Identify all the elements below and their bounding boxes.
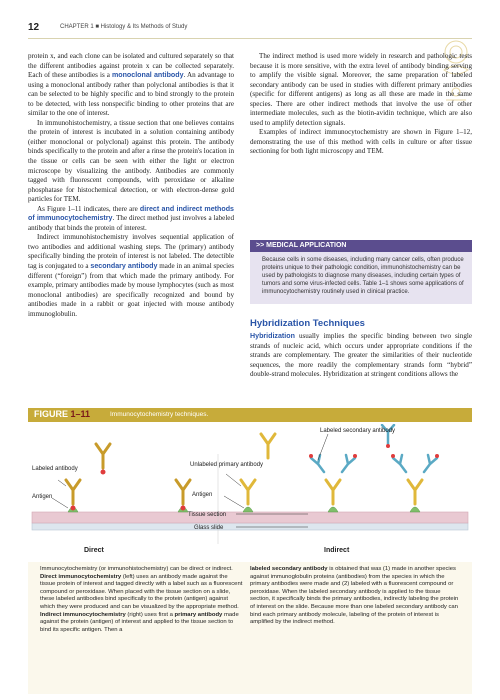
figure-title-bar — [28, 408, 472, 422]
keyword: direct and indirect methods of immunocytochemistry — [28, 204, 234, 223]
figure-number: 1–11 — [70, 409, 91, 419]
medical-application-text: Because cells in some diseases, including many cancer cells, often produce proteins unique to their pathologic condition, immunohistochemistry can be used by pathologists to diagnose many diseases, including certain types of tumors and some virus-infected cells. Table 1–1 shows some applications of immunocytochemistry routinely used in clinical practice. — [262, 257, 464, 296]
label-unlabeled-primary: Unlabeled primary antibody — [190, 462, 264, 468]
paragraph: protein x, and each clone can be isolated and cultured separately so that the different antibodies against protein x can be collected separately. Each of these antibodies is a monoclonal antibody. An advantage to using a monoclonal antibody rather than polyclonal antibodies is that it can be selected to be highly specific and to bind strongly to the protein to be detected, with less nonspecific binding to other proteins that are similar to the one of interest. — [28, 52, 234, 118]
figure-caption-left: Immunocytochemistry (or immunohistochemistry) can be direct or indirect. Direct immunocytochemistry (left) uses an antibody made against the tissue protein of interest and tagged directly with a label such as a fluorescent compound or peroxidase. When placed with the tissue section on a slide, these labeled antibodies bind specifically to the protein (antigen) against which they were produced and can be visualized by the appropriate method. Indirect immunocytochemistry (right) uses first a primary antibody made against the protein (antigen) of interest and applied to the tissue section to bind its specific antigen. Then a — [40, 566, 243, 633]
section-heading: Hybridization Techniques — [250, 318, 365, 329]
keyword: Hybridization — [250, 332, 295, 340]
figure-label: FIGURE 1–11 — [34, 409, 91, 419]
medical-application-title: >> MEDICAL APPLICATION — [250, 240, 472, 252]
paragraph: As Figure 1–11 indicates, there are direct and indirect methods of immunocytochemistry. The direct method just involves a labeled antibody that binds the protein of interest. — [28, 204, 234, 232]
paragraph: In immunohistochemistry, a tissue section that one believes contains the protein of interest is incubated in a solution containing antibody (either monoclonal or polyclonal) against this protein. The antibody binds specifically to the protein and after a rinse the protein's location in the tissue or cells can be seen with either the light or electron microscope by visualizing the antibody. Antibodies are commonly tagged with fluorescent compounds, with peroxidase or alkaline phosphatase for histochemical detection, or with electron-dense gold particles for TEM. — [28, 118, 234, 204]
right-column — [250, 52, 472, 157]
header-rule — [28, 38, 472, 39]
label-labeled-antibody: Labeled antibody — [32, 466, 78, 472]
running-header — [28, 23, 472, 35]
glass-slide — [32, 523, 468, 530]
label-antigen-left: Antigen — [32, 494, 53, 500]
medical-application-box — [250, 240, 472, 304]
label-indirect: Indirect — [324, 547, 350, 554]
hybridization-paragraph: Hybridization usually implies the specific binding between two single strands of nucleic acid, which occurs under appropriate conditions if the strands are complementary. The greater the similarities of their nucleotide sequences, the more readily the complementary strands form “hybrid” double-strand molecules. Hybridization at stringent conditions allows the — [250, 332, 472, 379]
paragraph: The indirect method is used more widely in research and pathologic tests because it is more sensitive, with the extra level of antibody binding serving to amplify the visible signal. Moreover, the same preparation of labeled secondary antibody can be used in studies with different primary antibodies (specific for different antigens) as long as all these are made in the same species. There are other indirect methods that involve the use of other intermediate molecules, such as the biotin-avidin technique, which are also used to amplify detection signals. — [250, 52, 472, 127]
label-direct: Direct — [84, 547, 104, 554]
label-labeled-secondary: Labeled secondary antibody — [320, 428, 396, 434]
label-glass-slide: Glass slide — [194, 525, 224, 531]
figure-title: Immunocytochemistry techniques. — [110, 411, 209, 418]
keyword: secondary antibody — [90, 262, 158, 271]
immunocytochemistry-diagram — [28, 424, 472, 560]
paragraph: Indirect immunohistochemistry involves sequential application of two antibodies and additional washing steps. The (primary) antibody specifically binding the protein of interest is not labeled. The detectible tag is conjugated to a secondary antibody made in an animal species different (“foreign”) from that which made the primary antibody. For example, primary antibodies made by mouse lymphocytes (such as most monoclonal antibodies) are specifically recognized and bound by antibodies made in a rabbit or goat injected with mouse antibody immunoglobulin. — [28, 233, 234, 318]
label-tissue-section: Tissue section — [188, 512, 227, 518]
figure-caption-right: labeled secondary antibody is obtained that was (1) made in another species against immunoglobulin proteins (antibodies) from the species in which the primary antibodies were made and (2) labeled with a fluorescent compound or peroxidase. When the labeled secondary antibody is applied to the tissue section, it specifically binds the primary antibodies, indirectly labeling the protein of interest on the slide. Because more than one labeled secondary antibody can bind each primary antibody molecule, labeling of the protein of interest is amplified by the indirect method. — [250, 566, 459, 626]
label-antigen-mid: Antigen — [192, 492, 213, 498]
tissue-section — [32, 512, 468, 523]
paragraph: Examples of indirect immunocytochemistry are shown in Figure 1–12, demonstrating the use of this method with cells in culture or after tissue sectioning for both light microscopy and TEM. — [250, 128, 472, 156]
keyword: monoclonal antibody — [111, 71, 184, 80]
left-column — [28, 52, 234, 319]
page-number: 12 — [28, 22, 40, 33]
chapter-title: CHAPTER 1 ■ Histology & Its Methods of Study — [60, 24, 188, 30]
